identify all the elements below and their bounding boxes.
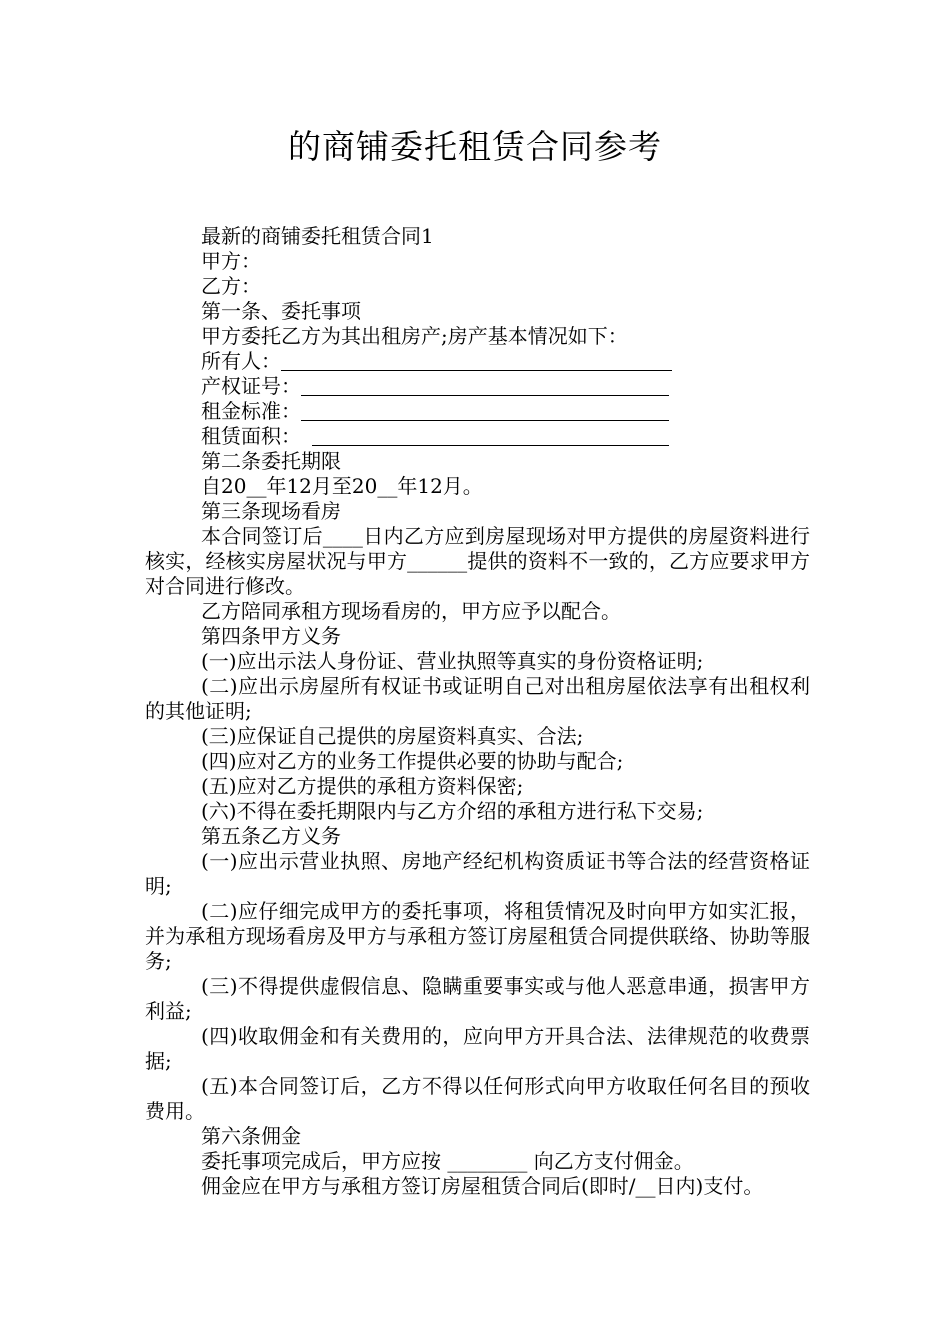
- article-5-item: (二)应仔细完成甲方的委托事项，将租赁情况及时向甲方如实汇报，并为承租方现场看房及甲方与承租方签订房屋租赁合同提供联络、协助等服务;: [145, 899, 810, 973]
- article-5-item: (四)收取佣金和有关费用的，应向甲方开具合法、法律规范的收费票据;: [145, 1024, 810, 1073]
- owner-label: 所有人：: [201, 349, 281, 373]
- article-1-text: 甲方委托乙方为其出租房产;房产基本情况如下：: [201, 324, 628, 348]
- article-2-title: 第二条委托期限: [201, 449, 341, 473]
- article-3-title: 第三条现场看房: [201, 499, 341, 523]
- article-2-text: 自20__年12月至20__年12月。: [201, 474, 483, 498]
- article-3-para-2: 乙方陪同承租方现场看房的，甲方应予以配合。: [201, 599, 621, 623]
- area-label: 租赁面积：: [201, 424, 301, 448]
- owner-blank-line: [281, 352, 672, 371]
- article-4-item: (六)不得在委托期限内与乙方介绍的承租方进行私下交易;: [201, 799, 704, 823]
- article-4-item: (三)应保证自己提供的房屋资料真实、合法;: [201, 724, 584, 748]
- article-6-para-2: 佣金应在甲方与承租方签订房屋租赁合同后(即时/__日内)支付。: [201, 1174, 764, 1198]
- document-title: 的商铺委托租赁合同参考: [288, 127, 662, 166]
- article-4-title: 第四条甲方义务: [201, 624, 341, 648]
- area-field: [201, 424, 810, 449]
- article-5-title: 第五条乙方义务: [201, 824, 341, 848]
- article-6-title: 第六条佣金: [201, 1124, 301, 1148]
- article-6-para-1: 委托事项完成后，甲方应按 ________ 向乙方支付佣金。: [201, 1149, 694, 1173]
- article-4-item: (四)应对乙方的业务工作提供必要的协助与配合;: [201, 749, 624, 773]
- cert-blank-line: [301, 377, 669, 396]
- cert-label: 产权证号：: [201, 374, 301, 398]
- article-5-item: (五)本合同签订后，乙方不得以任何形式向甲方收取任何名目的预收费用。: [145, 1074, 810, 1123]
- rent-field: [201, 399, 810, 424]
- area-blank-line: [312, 427, 669, 446]
- party-a-line: 甲方：: [201, 249, 261, 273]
- party-b-line: 乙方：: [201, 274, 261, 298]
- document-body: [145, 224, 810, 1199]
- owner-field: [201, 349, 810, 374]
- article-5-item: (三)不得提供虚假信息、隐瞒重要事实或与他人恶意串通，损害甲方利益;: [145, 974, 810, 1023]
- rent-label: 租金标准：: [201, 399, 301, 423]
- rent-blank-line: [301, 402, 669, 421]
- cert-field: [201, 374, 810, 399]
- article-3-para-1: 本合同签订后____日内乙方应到房屋现场对甲方提供的房屋资料进行核实，经核实房屋状况与甲方______提供的资料不一致的，乙方应要求甲方对合同进行修改。: [145, 524, 810, 598]
- contract-heading: 最新的商铺委托租赁合同1: [201, 224, 434, 248]
- article-4-item: (五)应对乙方提供的承租方资料保密;: [201, 774, 524, 798]
- article-1-title: 第一条、委托事项: [201, 299, 361, 323]
- article-4-item: (一)应出示法人身份证、营业执照等真实的身份资格证明;: [201, 649, 704, 673]
- article-5-item: (一)应出示营业执照、房地产经纪机构资质证书等合法的经营资格证明;: [145, 849, 810, 898]
- article-4-item: (二)应出示房屋所有权证书或证明自己对出租房屋依法享有出租权利的其他证明;: [145, 674, 810, 723]
